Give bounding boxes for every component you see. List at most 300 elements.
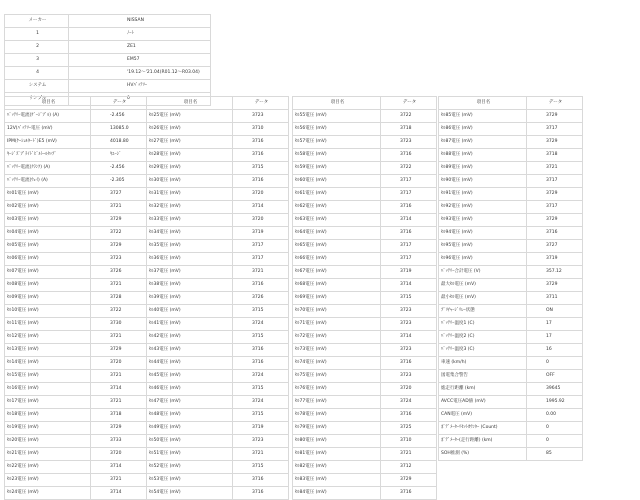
table-row xyxy=(293,474,437,487)
info-row xyxy=(5,80,211,93)
item-value: 3729 xyxy=(91,422,147,435)
item-name: ｾﾙ62電圧 (mV) xyxy=(293,201,381,214)
table-row xyxy=(439,123,583,136)
item-value: 3716 xyxy=(233,344,289,357)
item-value: 3715 xyxy=(233,162,289,175)
item-value: 3717 xyxy=(381,253,437,266)
data-table-3-body xyxy=(293,97,437,500)
table-row xyxy=(293,240,437,253)
item-name: ﾊﾞｯﾃﾘｰ合計電圧 (V) xyxy=(439,266,527,279)
item-value: 3729 xyxy=(91,240,147,253)
item-name: ｾﾙ46電圧 (mV) xyxy=(147,383,233,396)
item-name: ｾﾙ30電圧 (mV) xyxy=(147,175,233,188)
item-value: 3716 xyxy=(527,227,583,240)
info-value: 0 xyxy=(69,93,211,106)
item-name: ｷｰｼﾞｽﾞﾌﾟﾗｲﾄﾞﾋﾞﾙﾄｰﾙﾀｯﾌﾟ xyxy=(5,149,91,162)
item-name: ﾎﾞﾃﾞﾒｰﾀｰﾘｾｯﾄｶｳﾝﾀｰ (Count) xyxy=(439,422,527,435)
item-value: 3714 xyxy=(381,331,437,344)
item-value: 3720 xyxy=(91,357,147,370)
table-header-row xyxy=(5,97,147,110)
item-value: 0.00 xyxy=(527,409,583,422)
table-row xyxy=(293,292,437,305)
item-value: 3721 xyxy=(91,474,147,487)
item-value: 3720 xyxy=(233,188,289,201)
table-row xyxy=(293,110,437,123)
item-name: ｾﾙ27電圧 (mV) xyxy=(147,136,233,149)
item-value: 3716 xyxy=(381,357,437,370)
item-value: ｷﾕｰｼﾞ xyxy=(91,149,147,162)
item-value: 3726 xyxy=(233,292,289,305)
table-row xyxy=(293,331,437,344)
table-row xyxy=(147,331,289,344)
item-name: ｾﾙ17電圧 (mV) xyxy=(5,396,91,409)
table-row xyxy=(147,123,289,136)
item-value: 3721 xyxy=(527,162,583,175)
item-value: 3724 xyxy=(233,396,289,409)
item-name: ｾﾙ82電圧 (mV) xyxy=(293,461,381,474)
column-header-item: 項目名 xyxy=(293,97,381,110)
table-row xyxy=(5,409,147,422)
item-name: ｾﾙ49電圧 (mV) xyxy=(147,422,233,435)
item-value: ON xyxy=(527,305,583,318)
data-table-2 xyxy=(146,96,289,500)
item-value: 3719 xyxy=(233,422,289,435)
item-name: ｾﾙ42電圧 (mV) xyxy=(147,331,233,344)
vehicle-info-table xyxy=(4,14,211,106)
item-name: ｾﾙ08電圧 (mV) xyxy=(5,279,91,292)
table-row xyxy=(147,279,289,292)
item-name: ｾﾙ91電圧 (mV) xyxy=(439,188,527,201)
item-name: ｾﾙ10電圧 (mV) xyxy=(5,305,91,318)
item-name: ｾﾙ52電圧 (mV) xyxy=(147,461,233,474)
table-row xyxy=(5,396,147,409)
item-value: 3727 xyxy=(527,240,583,253)
table-row xyxy=(147,448,289,461)
item-value: 3729 xyxy=(527,188,583,201)
item-value: 17 xyxy=(527,318,583,331)
table-row xyxy=(439,305,583,318)
item-name: ｾﾙ16電圧 (mV) xyxy=(5,383,91,396)
item-value: 3723 xyxy=(381,318,437,331)
table-row xyxy=(147,422,289,435)
item-name: ｾﾙ72電圧 (mV) xyxy=(293,331,381,344)
item-value: OFF xyxy=(527,370,583,383)
table-row xyxy=(5,448,147,461)
data-table-1-body xyxy=(5,97,147,500)
table-row xyxy=(5,422,147,435)
table-row xyxy=(293,370,437,383)
item-name: ｾﾙ57電圧 (mV) xyxy=(293,136,381,149)
table-row xyxy=(293,318,437,331)
table-row xyxy=(5,253,147,266)
item-name: ｾﾙ26電圧 (mV) xyxy=(147,123,233,136)
item-value: 85 xyxy=(527,448,583,461)
table-row xyxy=(147,318,289,331)
item-name: ｾﾙ83電圧 (mV) xyxy=(293,474,381,487)
table-row xyxy=(293,435,437,448)
item-name: ｾﾙ13電圧 (mV) xyxy=(5,344,91,357)
item-name: ｾﾙ40電圧 (mV) xyxy=(147,305,233,318)
item-name: ｾﾙ61電圧 (mV) xyxy=(293,188,381,201)
table-row xyxy=(147,487,289,500)
item-name: ｾﾙ89電圧 (mV) xyxy=(439,162,527,175)
item-name: SOH推測 (%) xyxy=(439,448,527,461)
item-value: -2.305 xyxy=(91,175,147,188)
table-row xyxy=(147,201,289,214)
item-value: 3716 xyxy=(233,474,289,487)
item-value: 0 xyxy=(527,357,583,370)
data-table-1 xyxy=(4,96,147,500)
item-name: ｾﾙ39電圧 (mV) xyxy=(147,292,233,305)
item-value: 3715 xyxy=(233,383,289,396)
item-value: 3720 xyxy=(381,383,437,396)
item-value: 3723 xyxy=(381,370,437,383)
info-label: メーカー xyxy=(5,15,69,28)
table-row xyxy=(147,188,289,201)
item-name: CAN電圧 (mV) xyxy=(439,409,527,422)
item-value: 3728 xyxy=(91,292,147,305)
table-row xyxy=(147,409,289,422)
item-value: 3714 xyxy=(91,383,147,396)
table-row xyxy=(5,214,147,227)
table-row xyxy=(5,201,147,214)
item-value: 3717 xyxy=(381,175,437,188)
item-name: ｾﾙ20電圧 (mV) xyxy=(5,435,91,448)
item-name: ｾﾙ81電圧 (mV) xyxy=(293,448,381,461)
item-value: 3721 xyxy=(91,370,147,383)
column-header-item: 項目名 xyxy=(5,97,91,110)
item-name: ｾﾙ29電圧 (mV) xyxy=(147,162,233,175)
item-name: ｾﾙ01電圧 (mV) xyxy=(5,188,91,201)
table-row xyxy=(439,344,583,357)
item-name: ﾊﾞｯﾃﾘｰ温度3 (C) xyxy=(439,344,527,357)
item-name: ｾﾙ48電圧 (mV) xyxy=(147,409,233,422)
item-value: 3716 xyxy=(381,201,437,214)
item-name: ｾﾙ84電圧 (mV) xyxy=(293,487,381,500)
table-row xyxy=(147,370,289,383)
item-name: ﾊﾞｯﾃﾘｰ電流(ｳｪｲ) (A) xyxy=(5,175,91,188)
item-name: ｾﾙ35電圧 (mV) xyxy=(147,240,233,253)
item-name: 12V(ﾊﾞｯﾃﾘｰ電圧 (mV) xyxy=(5,123,91,136)
item-name: ｾﾙ36電圧 (mV) xyxy=(147,253,233,266)
info-row xyxy=(5,28,211,41)
item-name: ｾﾙ64電圧 (mV) xyxy=(293,227,381,240)
item-name: ｾﾙ90電圧 (mV) xyxy=(439,175,527,188)
item-name: ｾﾙ70電圧 (mV) xyxy=(293,305,381,318)
table-row xyxy=(439,240,583,253)
item-value: -2.456 xyxy=(91,162,147,175)
item-value: 3716 xyxy=(381,409,437,422)
table-row xyxy=(439,227,583,240)
item-value: 3729 xyxy=(91,344,147,357)
item-name: ｾﾙ66電圧 (mV) xyxy=(293,253,381,266)
info-row xyxy=(5,41,211,54)
data-table-4-body xyxy=(439,97,583,461)
item-name: ｾﾙ76電圧 (mV) xyxy=(293,383,381,396)
item-name: ｾﾙ96電圧 (mV) xyxy=(439,253,527,266)
table-row xyxy=(293,448,437,461)
item-value: 1995.92 xyxy=(527,396,583,409)
info-row xyxy=(5,67,211,80)
item-value: 3710 xyxy=(381,435,437,448)
item-value: 3725 xyxy=(381,422,437,435)
info-value: HVﾊﾞｯﾃﾘｰ xyxy=(69,80,211,93)
item-name: ｾﾙ93電圧 (mV) xyxy=(439,214,527,227)
table-row xyxy=(293,253,437,266)
item-name: ｾﾙ56電圧 (mV) xyxy=(293,123,381,136)
item-name: ｾﾙ11電圧 (mV) xyxy=(5,318,91,331)
item-value: 3714 xyxy=(381,279,437,292)
table-row xyxy=(439,422,583,435)
item-value: 3724 xyxy=(233,370,289,383)
item-value: 3716 xyxy=(381,149,437,162)
item-name: ｾﾙ25電圧 (mV) xyxy=(147,110,233,123)
table-row xyxy=(293,266,437,279)
item-name: 総走行距離 (km) xyxy=(439,383,527,396)
info-label: 1 xyxy=(5,28,69,41)
item-name: ﾌﾟﾘﾁｬｰｼﾞﾘﾚｰ状態 xyxy=(439,305,527,318)
table-row xyxy=(439,136,583,149)
item-name: ｾﾙ02電圧 (mV) xyxy=(5,201,91,214)
table-row xyxy=(5,305,147,318)
table-row xyxy=(439,175,583,188)
table-row xyxy=(5,331,147,344)
info-value: ﾉｰﾄ xyxy=(69,28,211,41)
info-label: 2 xyxy=(5,41,69,54)
item-value: 357.12 xyxy=(527,266,583,279)
item-value: 3716 xyxy=(233,279,289,292)
table-row xyxy=(5,370,147,383)
item-name: ｾﾙ69電圧 (mV) xyxy=(293,292,381,305)
item-value: 3717 xyxy=(381,240,437,253)
item-value: 3716 xyxy=(233,175,289,188)
item-value: 3730 xyxy=(91,318,147,331)
column-header-item: 項目名 xyxy=(147,97,233,110)
table-row xyxy=(293,149,437,162)
table-row xyxy=(147,175,289,188)
table-row xyxy=(439,253,583,266)
item-value: 3716 xyxy=(233,357,289,370)
item-name: ｾﾙ87電圧 (mV) xyxy=(439,136,527,149)
item-name: ｾﾙ78電圧 (mV) xyxy=(293,409,381,422)
data-table-2-body xyxy=(147,97,289,500)
table-row xyxy=(439,370,583,383)
item-value: 3729 xyxy=(91,214,147,227)
item-name: ｾﾙ24電圧 (mV) xyxy=(5,487,91,500)
table-row xyxy=(293,123,437,136)
item-name: ｾﾙ05電圧 (mV) xyxy=(5,240,91,253)
info-label: 3 xyxy=(5,54,69,67)
item-value: 3717 xyxy=(233,240,289,253)
table-row xyxy=(439,214,583,227)
table-row xyxy=(147,461,289,474)
table-row xyxy=(5,110,147,123)
item-name: ｾﾙ33電圧 (mV) xyxy=(147,214,233,227)
table-row xyxy=(293,396,437,409)
item-value: 3715 xyxy=(233,409,289,422)
item-value: 3722 xyxy=(381,162,437,175)
table-row xyxy=(5,357,147,370)
item-value: 3721 xyxy=(91,396,147,409)
table-row xyxy=(293,279,437,292)
item-value: 3719 xyxy=(527,253,583,266)
item-name: ｾﾙ03電圧 (mV) xyxy=(5,214,91,227)
item-value: 3714 xyxy=(91,487,147,500)
data-table-3 xyxy=(292,96,437,500)
table-header-row xyxy=(293,97,437,110)
table-row xyxy=(147,214,289,227)
item-value: 3721 xyxy=(91,279,147,292)
item-value: 3712 xyxy=(381,461,437,474)
table-row xyxy=(5,136,147,149)
item-name: ｾﾙ28電圧 (mV) xyxy=(147,149,233,162)
item-name: ｾﾙ07電圧 (mV) xyxy=(5,266,91,279)
table-row xyxy=(293,188,437,201)
item-value: 3727 xyxy=(91,188,147,201)
item-value: 13085.0 xyxy=(91,123,147,136)
item-name: ｾﾙ47電圧 (mV) xyxy=(147,396,233,409)
table-row xyxy=(5,344,147,357)
item-value: 3723 xyxy=(381,136,437,149)
table-row xyxy=(293,201,437,214)
item-name: ｾﾙ85電圧 (mV) xyxy=(439,110,527,123)
item-name: ｾﾙ44電圧 (mV) xyxy=(147,357,233,370)
item-name: ｾﾙ58電圧 (mV) xyxy=(293,149,381,162)
info-label: サンプル xyxy=(5,93,69,106)
item-value: 3722 xyxy=(91,305,147,318)
item-name: ｾﾙ15電圧 (mV) xyxy=(5,370,91,383)
table-row xyxy=(5,318,147,331)
item-value: 3721 xyxy=(91,201,147,214)
table-row xyxy=(293,344,437,357)
item-value: 3719 xyxy=(233,227,289,240)
table-row xyxy=(147,227,289,240)
item-name: 車速 (km/h) xyxy=(439,357,527,370)
table-row xyxy=(439,396,583,409)
table-row xyxy=(293,357,437,370)
column-header-data: データ xyxy=(381,97,437,110)
table-row xyxy=(147,305,289,318)
item-value: 3729 xyxy=(527,136,583,149)
item-name: ｾﾙ65電圧 (mV) xyxy=(293,240,381,253)
item-value: -2.456 xyxy=(91,110,147,123)
item-name: ｾﾙ60電圧 (mV) xyxy=(293,175,381,188)
table-row xyxy=(147,344,289,357)
item-name: 最小ｾﾙ電圧 (mV) xyxy=(439,292,527,305)
item-name: ｾﾙ88電圧 (mV) xyxy=(439,149,527,162)
table-row xyxy=(293,383,437,396)
item-name: ｾﾙ71電圧 (mV) xyxy=(293,318,381,331)
info-value: EM57 xyxy=(69,54,211,67)
item-name: ｾﾙ68電圧 (mV) xyxy=(293,279,381,292)
item-value: 3733 xyxy=(91,435,147,448)
item-value: 3720 xyxy=(233,214,289,227)
item-value: 3718 xyxy=(527,149,583,162)
item-name: ｾﾙ55電圧 (mV) xyxy=(293,110,381,123)
info-value: ZE1 xyxy=(69,41,211,54)
item-value: 3710 xyxy=(233,123,289,136)
table-header-row xyxy=(439,97,583,110)
item-value: 3717 xyxy=(381,188,437,201)
item-name: ﾊﾞｯﾃﾘｰ温度2 (C) xyxy=(439,331,527,344)
table-row xyxy=(5,162,147,175)
table-header-row xyxy=(147,97,289,110)
info-value: '19.12〜'21.04(R01.12〜R03.04) xyxy=(69,67,211,80)
table-row xyxy=(147,383,289,396)
table-row xyxy=(293,409,437,422)
item-value: 3717 xyxy=(233,253,289,266)
table-row xyxy=(439,435,583,448)
item-value: 3729 xyxy=(381,474,437,487)
table-row xyxy=(5,474,147,487)
item-name: ｾﾙ37電圧 (mV) xyxy=(147,266,233,279)
table-row xyxy=(293,461,437,474)
info-label: システム xyxy=(5,80,69,93)
item-name: ｾﾙ32電圧 (mV) xyxy=(147,201,233,214)
table-row xyxy=(147,240,289,253)
table-row xyxy=(293,487,437,500)
table-row xyxy=(5,227,147,240)
table-row xyxy=(293,162,437,175)
item-name: ｾﾙ73電圧 (mV) xyxy=(293,344,381,357)
info-row xyxy=(5,54,211,67)
table-row xyxy=(293,305,437,318)
table-row xyxy=(5,461,147,474)
item-value: 3716 xyxy=(381,227,437,240)
item-value: 3729 xyxy=(527,214,583,227)
item-value: 3721 xyxy=(91,331,147,344)
table-row xyxy=(439,110,583,123)
item-value: 3711 xyxy=(527,292,583,305)
item-name: ｾﾙ51電圧 (mV) xyxy=(147,448,233,461)
table-row xyxy=(5,383,147,396)
item-value: 4018.80 xyxy=(91,136,147,149)
item-name: 図電集合警告 xyxy=(439,370,527,383)
table-row xyxy=(147,162,289,175)
info-row xyxy=(5,15,211,28)
table-row xyxy=(439,162,583,175)
item-name: ｾﾙ14電圧 (mV) xyxy=(5,357,91,370)
item-name: ｾﾙ41電圧 (mV) xyxy=(147,318,233,331)
item-value: 3719 xyxy=(381,266,437,279)
table-row xyxy=(293,422,437,435)
column-header-data: データ xyxy=(233,97,289,110)
table-row xyxy=(147,149,289,162)
info-label: 4 xyxy=(5,67,69,80)
item-value: 3716 xyxy=(233,149,289,162)
item-name: ｾﾙ75電圧 (mV) xyxy=(293,370,381,383)
item-value: 3714 xyxy=(91,461,147,474)
table-row xyxy=(147,253,289,266)
table-row xyxy=(5,266,147,279)
item-name: ｾﾙ86電圧 (mV) xyxy=(439,123,527,136)
table-row xyxy=(439,409,583,422)
item-value: 3721 xyxy=(233,448,289,461)
info-value: NISSAN xyxy=(69,15,211,28)
item-value: 3724 xyxy=(381,396,437,409)
table-row xyxy=(293,214,437,227)
item-name: ｾﾙ92電圧 (mV) xyxy=(439,201,527,214)
item-name: ｾﾙ21電圧 (mV) xyxy=(5,448,91,461)
item-value: 3720 xyxy=(91,448,147,461)
item-name: ｾﾙ67電圧 (mV) xyxy=(293,266,381,279)
item-name: ﾎﾞﾃﾞﾒｰﾀｰ(走行距離) (km) xyxy=(439,435,527,448)
item-value: 3714 xyxy=(381,214,437,227)
table-row xyxy=(147,474,289,487)
item-value: 0 xyxy=(527,422,583,435)
table-row xyxy=(147,435,289,448)
table-row xyxy=(439,266,583,279)
